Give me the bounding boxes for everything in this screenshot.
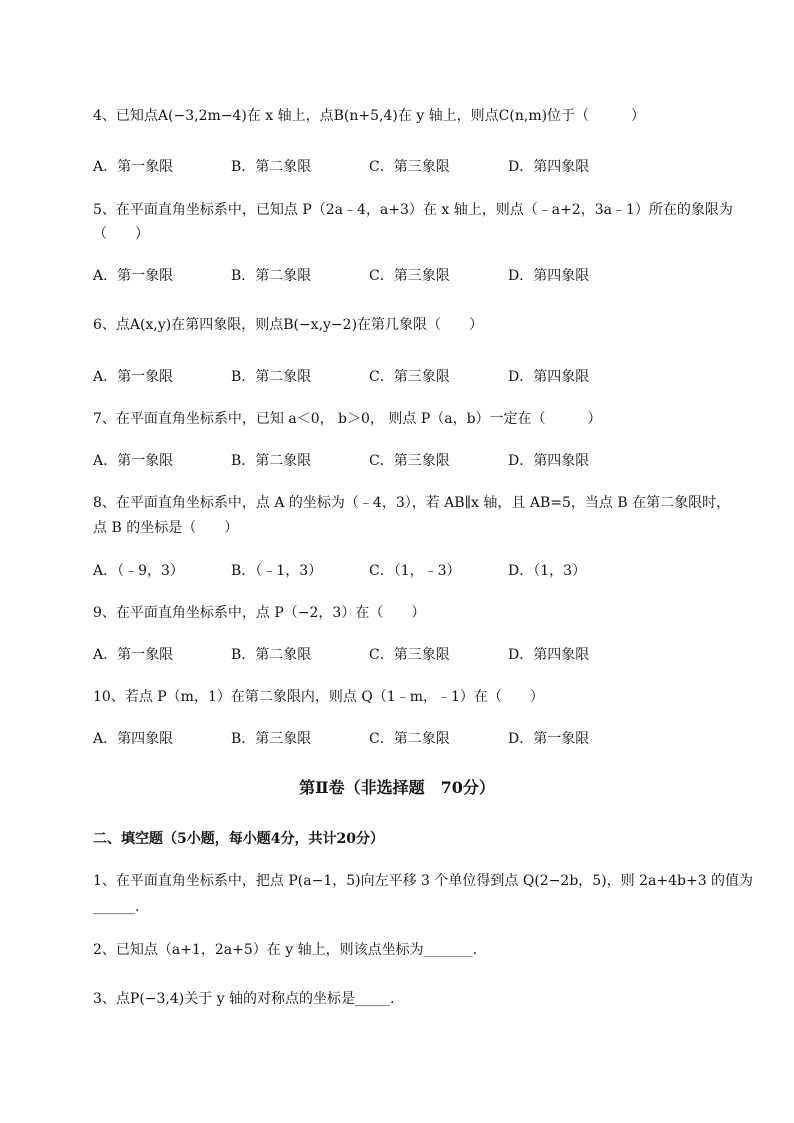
question-7-option-d: D．第四象限 — [508, 453, 590, 469]
question-8-option-b: B．（﹣1，3） — [231, 563, 323, 579]
question-10-option-d: D．第一象限 — [508, 731, 590, 747]
question-7-stem: 7、在平面直角坐标系中，已知 a＜0， b＞0， 则点 P（a，b）一定在（ ） — [93, 411, 602, 427]
question-8-stem-cont: 点 B 的坐标是（ ） — [93, 520, 239, 536]
question-4-option-c: C．第三象限 — [369, 159, 450, 175]
question-6-stem: 6、点A(x,y)在第四象限，则点B(−x,y−2)在第几象限（ ） — [93, 317, 484, 333]
question-9-stem: 9、在平面直角坐标系中，点 P（−2，3）在（ ） — [93, 605, 426, 621]
question-6-option-d: D．第四象限 — [508, 369, 590, 385]
question-6-option-c: C．第三象限 — [369, 369, 450, 385]
fill-question-3: 3、点P(−3,4)关于 y 轴的对称点的坐标是_____. — [93, 991, 395, 1007]
question-5-option-a: A．第一象限 — [93, 268, 174, 284]
question-5-option-b: B．第二象限 — [231, 268, 312, 284]
question-8-option-a: A．（﹣9，3） — [93, 563, 184, 579]
question-8-option-d: D．（1，3） — [508, 563, 587, 579]
question-9-option-a: A．第一象限 — [93, 647, 174, 663]
fill-question-2: 2、已知点（a+1，2a+5）在 y 轴上，则该点坐标为_______. — [93, 942, 478, 958]
question-10-option-b: B．第三象限 — [231, 731, 312, 747]
question-7-option-b: B．第二象限 — [231, 453, 312, 469]
question-5-stem-cont: （ ） — [93, 226, 149, 242]
question-7-option-a: A．第一象限 — [93, 453, 174, 469]
question-10-option-c: C．第二象限 — [369, 731, 450, 747]
part-title: 二、填空题（5小题，每小题4分，共计20分） — [93, 831, 384, 847]
question-5-option-c: C．第三象限 — [369, 268, 450, 284]
question-4-option-a: A．第一象限 — [93, 159, 174, 175]
question-9-option-c: C．第三象限 — [369, 647, 450, 663]
question-8-option-c: C．（1，﹣3） — [369, 563, 461, 579]
question-6-option-b: B．第二象限 — [231, 369, 312, 385]
question-4-option-d: D．第四象限 — [508, 159, 590, 175]
question-9-option-d: D．第四象限 — [508, 647, 590, 663]
question-10-option-a: A．第四象限 — [93, 731, 174, 747]
question-5-option-d: D．第四象限 — [508, 268, 590, 284]
question-7-option-c: C．第三象限 — [369, 453, 450, 469]
question-6-option-a: A．第一象限 — [93, 369, 174, 385]
question-4-option-b: B．第二象限 — [231, 159, 312, 175]
question-4-stem: 4、已知点A(−3,2m−4)在 x 轴上，点B(n+5,4)在 y 轴上，则点C(n,m)位于（ ） — [93, 108, 646, 124]
question-8-stem: 8、在平面直角坐标系中，点 A 的坐标为（﹣4，3），若 AB∥x 轴，且 AB=5，当点 B 在第二象限时， — [93, 495, 731, 511]
section-title: 第Ⅱ卷（非选择题 70分） — [299, 778, 495, 797]
question-10-stem: 10、若点 P（m，1）在第二象限内，则点 Q（1﹣m，﹣1）在（ ） — [93, 689, 544, 705]
question-9-option-b: B．第二象限 — [231, 647, 312, 663]
fill-question-1-cont: ______. — [93, 899, 140, 915]
question-5-stem: 5、在平面直角坐标系中，已知点 P（2a﹣4，a+3）在 x 轴上，则点（﹣a+2，3a﹣1）所在的象限为 — [93, 202, 733, 218]
fill-question-1: 1、在平面直角坐标系中，把点 P(a−1，5)向左平移 3 个单位得到点 Q(2−2b，5)，则 2a+4b+3 的值为 — [93, 873, 754, 889]
